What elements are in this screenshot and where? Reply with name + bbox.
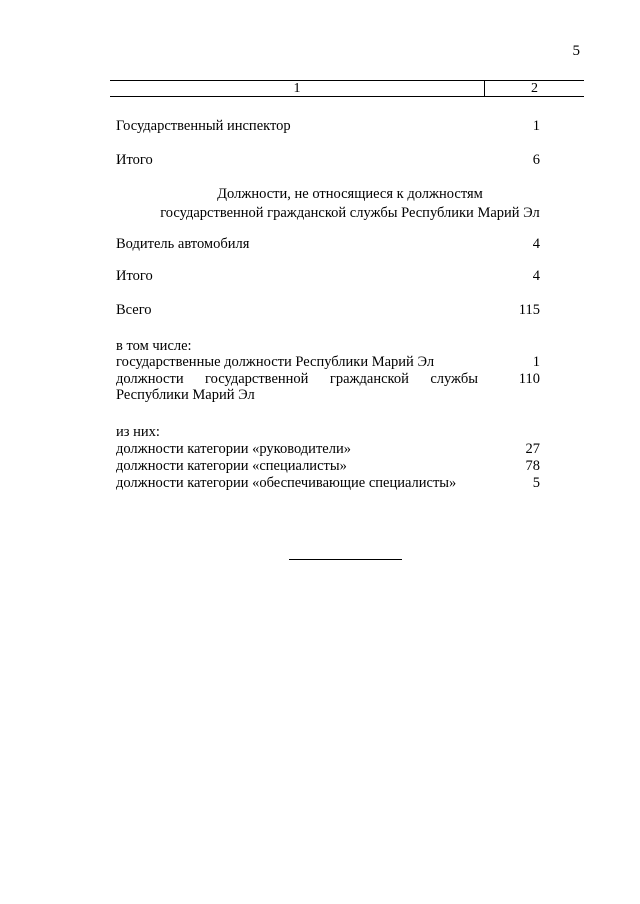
row-label-managers: должности категории «руководители»: [116, 441, 351, 457]
row-value-specialists: 78: [525, 458, 540, 474]
row-label-support-specialists: должности категории «обеспечивающие специалисты»: [116, 475, 457, 491]
row-value-subtotal-2: 4: [532, 268, 540, 284]
row-value-managers: 27: [525, 441, 540, 457]
table-header: [110, 80, 584, 97]
of-which-heading: из них:: [116, 424, 160, 440]
row-value-civil-service: 110: [518, 371, 540, 387]
row-label-total: Всего: [116, 302, 152, 318]
table-header-bottom-rule: [110, 96, 584, 97]
row-label-state-inspector: Государственный инспектор: [116, 118, 291, 134]
row-value-state-inspector: 1: [532, 118, 540, 134]
section-heading-line-2: государственной гражданской службы Республики Марий Эл: [160, 205, 540, 221]
row-label-state-positions: государственные должности Республики Марий Эл: [116, 354, 435, 370]
row-value-subtotal-1: 6: [532, 152, 540, 168]
row-label-civil-service-line-1: должности государственной гражданской службы: [116, 371, 478, 387]
row-label-subtotal-2: Итого: [116, 268, 153, 284]
including-heading: в том числе:: [116, 338, 192, 354]
row-label-driver: Водитель автомобиля: [116, 236, 250, 252]
row-label-specialists: должности категории «специалисты»: [116, 458, 347, 474]
closing-rule: [289, 559, 402, 560]
page-number: 5: [572, 43, 580, 59]
section-heading: [116, 185, 584, 223]
row-label-subtotal-1: Итого: [116, 152, 153, 168]
table-header-col-1: 1: [293, 81, 301, 96]
row-value-state-positions: 1: [532, 354, 540, 370]
row-label-civil-service-line-2: Республики Марий Эл: [116, 387, 255, 403]
row-value-support-specialists: 5: [532, 475, 540, 491]
section-heading-line-1: Должности, не относящиеся к должностям: [217, 186, 483, 202]
table-header-col-2: 2: [531, 81, 538, 96]
row-value-driver: 4: [532, 236, 540, 252]
row-value-total: 115: [518, 302, 540, 318]
